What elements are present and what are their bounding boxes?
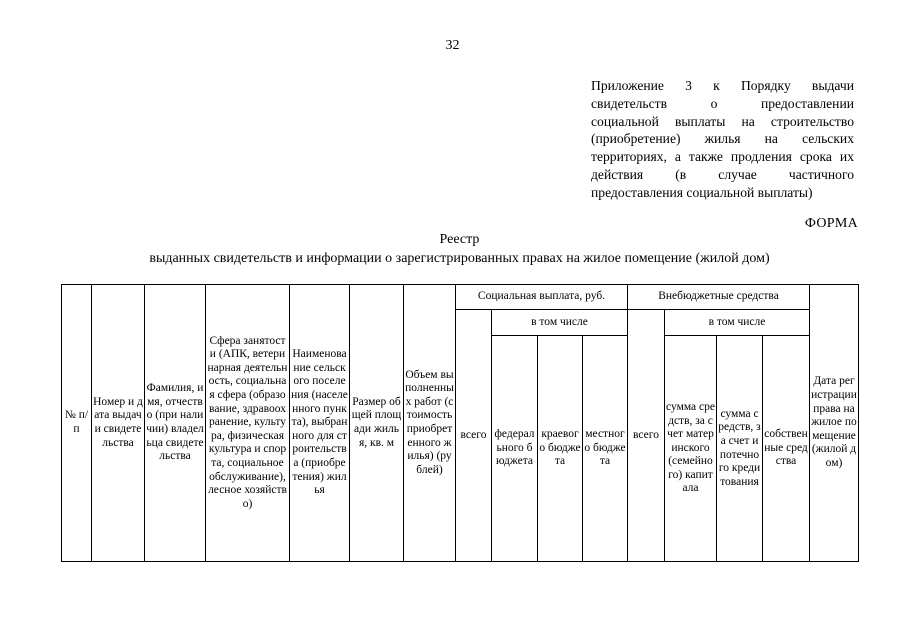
- header-social-federal: федерального бюджета: [492, 336, 538, 562]
- form-label: ФОРМА: [804, 216, 858, 231]
- appendix-line: (приобретение) жилья на сельских: [591, 131, 854, 147]
- appendix-caption: [591, 77, 854, 202]
- document-title: Реестр: [439, 232, 480, 247]
- header-social-local: местного бюджета: [583, 336, 628, 562]
- header-work-volume: Объем выполненных работ (стоимость приобретенного жилья) (рублей): [404, 285, 456, 562]
- header-cert-number-date: Номер и дата выдачи свидетельства: [92, 285, 145, 562]
- header-number: № п/п: [62, 285, 92, 562]
- appendix-line: действия (в случае частичного: [591, 166, 854, 182]
- header-registration-date: Дата регистрации права на жилое помещение (жилой дом): [810, 285, 859, 562]
- header-extra-maternal: сумма средств, за счет материнского (семейного) капитала: [665, 336, 717, 562]
- header-extra-mortgage: сумма средств, за счет ипотечного кредитования: [717, 336, 763, 562]
- header-area: Размер общей площади жилья, кв. м: [350, 285, 404, 562]
- header-extra-total: всего: [628, 310, 665, 562]
- header-extra-including: в том числе: [665, 310, 810, 336]
- registry-table: [61, 284, 859, 562]
- header-extra-own: собственные средства: [763, 336, 810, 562]
- page-number: 32: [445, 38, 460, 53]
- appendix-line: предоставления социальной выплаты): [591, 184, 813, 200]
- header-social-regional: краевого бюджета: [538, 336, 583, 562]
- appendix-line: Приложение 3 к Порядку выдачи: [591, 78, 854, 93]
- header-social-including: в том числе: [492, 310, 628, 336]
- document-subtitle: выданных свидетельств и информации о зарегистрированных правах на жилое помещение (жилой дом): [149, 251, 770, 266]
- header-social-total: всего: [456, 310, 492, 562]
- header-holder-name: Фамилия, имя, отчество (при наличии) владельца свидетельства: [145, 285, 206, 562]
- appendix-line: социальной выплаты на строительство: [591, 113, 854, 129]
- appendix-line: свидетельств о предоставлении: [591, 95, 854, 111]
- header-employment-sphere: Сфера занятости (АПК, ветеринарная деятельность, социальная сфера (образование, здравоохранение, культура, физическая культура и спорта, социальное обслуживание), лесное хозяйство): [206, 285, 290, 562]
- appendix-line: территориях, а также продления срока их: [591, 149, 854, 165]
- header-social-payment: Социальная выплата, руб.: [456, 285, 628, 310]
- header-settlement: Наименование сельского поселения (населенного пункта), выбранного для строительства (приобретения) жилья: [290, 285, 350, 562]
- header-extra-budget: Внебюджетные средства: [628, 285, 810, 310]
